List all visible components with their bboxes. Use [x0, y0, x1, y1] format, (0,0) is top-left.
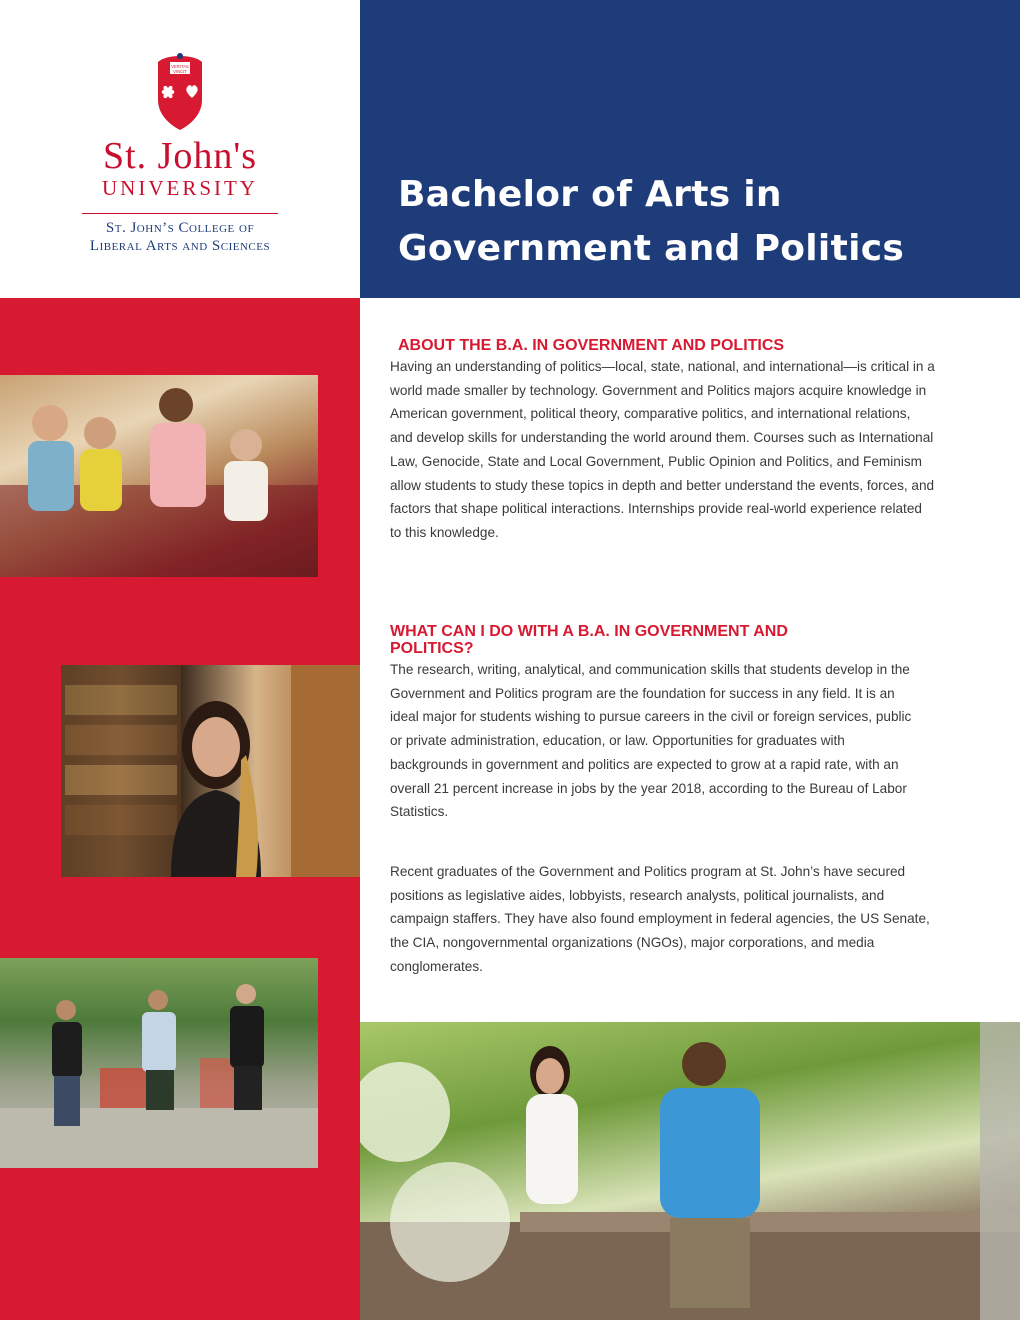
- university-name: St. John's: [102, 135, 258, 177]
- graduates-paragraph: Recent graduates of the Government and Politics program at St. John’s have secured positions as legislative aides, lobbyists, research analysts, political journalists, and campaign staffers. They have also found employment in federal agencies, the US Senate, the CIA, nongovernmental organizations (NGOs), major corporations, and media conglomerates.: [390, 864, 930, 974]
- college-name: [0, 219, 360, 255]
- university-seal-icon: [150, 52, 210, 132]
- university-label: UNIVERSITY: [102, 176, 258, 200]
- students-lounge-photo: [0, 375, 318, 577]
- about-heading: ABOUT THE B.A. IN GOVERNMENT AND POLITICS: [398, 337, 785, 354]
- students-walking-photo: [0, 958, 318, 1168]
- page-title: [398, 168, 904, 276]
- about-paragraph: Having an understanding of politics—local, state, national, and international—is critical in a world made smaller by technology. Government and Politics majors acquire knowledge in American government, political theory, comparative politics, and international relations, and develop skills for understanding the world around them. Courses such as International Law, Genocide, State and Local Government, Public Opinion and Politics, and Feminism allow students to study these topics in depth and better understand the events, forces, and factors that shape political interactions. Internships provide real-world experience related to this knowledge.: [390, 359, 935, 540]
- students-outdoor-conversation-photo: [360, 1022, 1020, 1320]
- student-library-portrait-photo: [61, 665, 360, 877]
- svg-text:VINCIT: VINCIT: [173, 69, 187, 74]
- page-title-line-1: Bachelor of Arts in: [398, 174, 782, 215]
- svg-text:VERITAS: VERITAS: [171, 64, 189, 69]
- college-line-2: Liberal Arts and Sciences: [89, 238, 271, 254]
- logo-divider: [82, 213, 278, 214]
- university-wordmark: [0, 136, 360, 200]
- page-title-line-2: Government and Politics: [398, 228, 905, 269]
- careers-heading: WHAT CAN I DO WITH A B.A. IN GOVERNMENT AND POLITICS?: [390, 623, 788, 657]
- careers-paragraph: The research, writing, analytical, and communication skills that students develop in the Government and Politics program are the foundation for success in any field. It is an ideal major for students wishing to pursue careers in the civil or foreign services, public or private administration, education, or law. Opportunities for graduates with backgrounds in government and politics are expected to grow at a rapid rate, with an overall 21 percent increase in jobs by the year 2018, according to the Bureau of Labor Statistics.: [390, 662, 912, 820]
- college-line-1: St. John’s College of: [105, 220, 255, 236]
